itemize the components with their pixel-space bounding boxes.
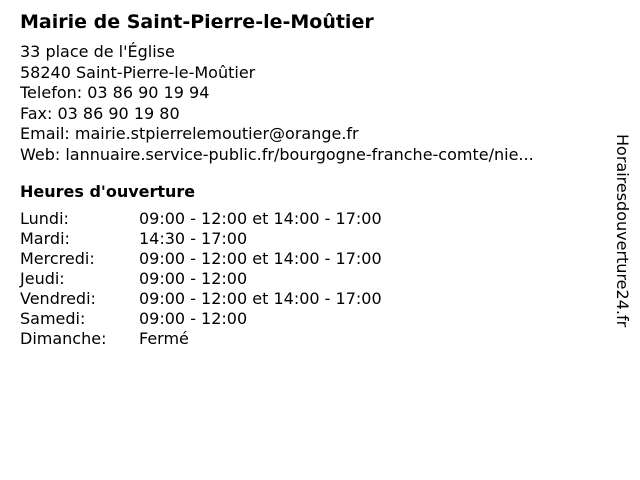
hours-row-thursday bbox=[20, 269, 600, 289]
day-label: Lundi: bbox=[20, 209, 69, 228]
website-line: Web: lannuaire.service-public.fr/bourgogne-franche-comte/nie... bbox=[20, 144, 534, 164]
hours-row-friday bbox=[20, 289, 600, 309]
day-label: Dimanche: bbox=[20, 329, 107, 348]
hours-row-saturday bbox=[20, 309, 600, 329]
hours-row-tuesday bbox=[20, 229, 600, 249]
time-range: Fermé bbox=[139, 329, 189, 348]
day-label: Mercredi: bbox=[20, 249, 95, 268]
contact-block bbox=[20, 42, 600, 165]
time-range: 09:00 - 12:00 bbox=[139, 269, 248, 288]
email-line: Email: mairie.stpierrelemoutier@orange.fr bbox=[20, 124, 359, 143]
business-card bbox=[20, 8, 600, 349]
street-address: 33 place de l'Église bbox=[20, 42, 175, 61]
day-label: Jeudi: bbox=[20, 269, 65, 288]
time-range: 09:00 - 12:00 et 14:00 - 17:00 bbox=[139, 289, 382, 308]
postal-city: 58240 Saint-Pierre-le-Moûtier bbox=[20, 62, 256, 82]
time-range: 09:00 - 12:00 et 14:00 - 17:00 bbox=[139, 209, 382, 228]
phone-line: Telefon: 03 86 90 19 94 bbox=[20, 83, 210, 102]
opening-hours-table bbox=[20, 209, 600, 349]
day-label: Mardi: bbox=[20, 229, 70, 248]
time-range: 14:30 - 17:00 bbox=[139, 229, 248, 248]
time-range: 09:00 - 12:00 bbox=[139, 309, 248, 328]
fax-line: Fax: 03 86 90 19 80 bbox=[20, 103, 180, 123]
day-label: Vendredi: bbox=[20, 289, 96, 308]
hours-row-sunday bbox=[20, 329, 600, 349]
opening-hours-heading: Heures d'ouverture bbox=[20, 182, 196, 201]
hours-row-monday bbox=[20, 209, 600, 229]
site-watermark: Horairesdouverture24.fr bbox=[613, 134, 632, 328]
business-name: Mairie de Saint-Pierre-le-Moûtier bbox=[20, 11, 374, 33]
time-range: 09:00 - 12:00 et 14:00 - 17:00 bbox=[139, 249, 382, 268]
day-label: Samedi: bbox=[20, 309, 86, 328]
hours-row-wednesday bbox=[20, 249, 600, 269]
